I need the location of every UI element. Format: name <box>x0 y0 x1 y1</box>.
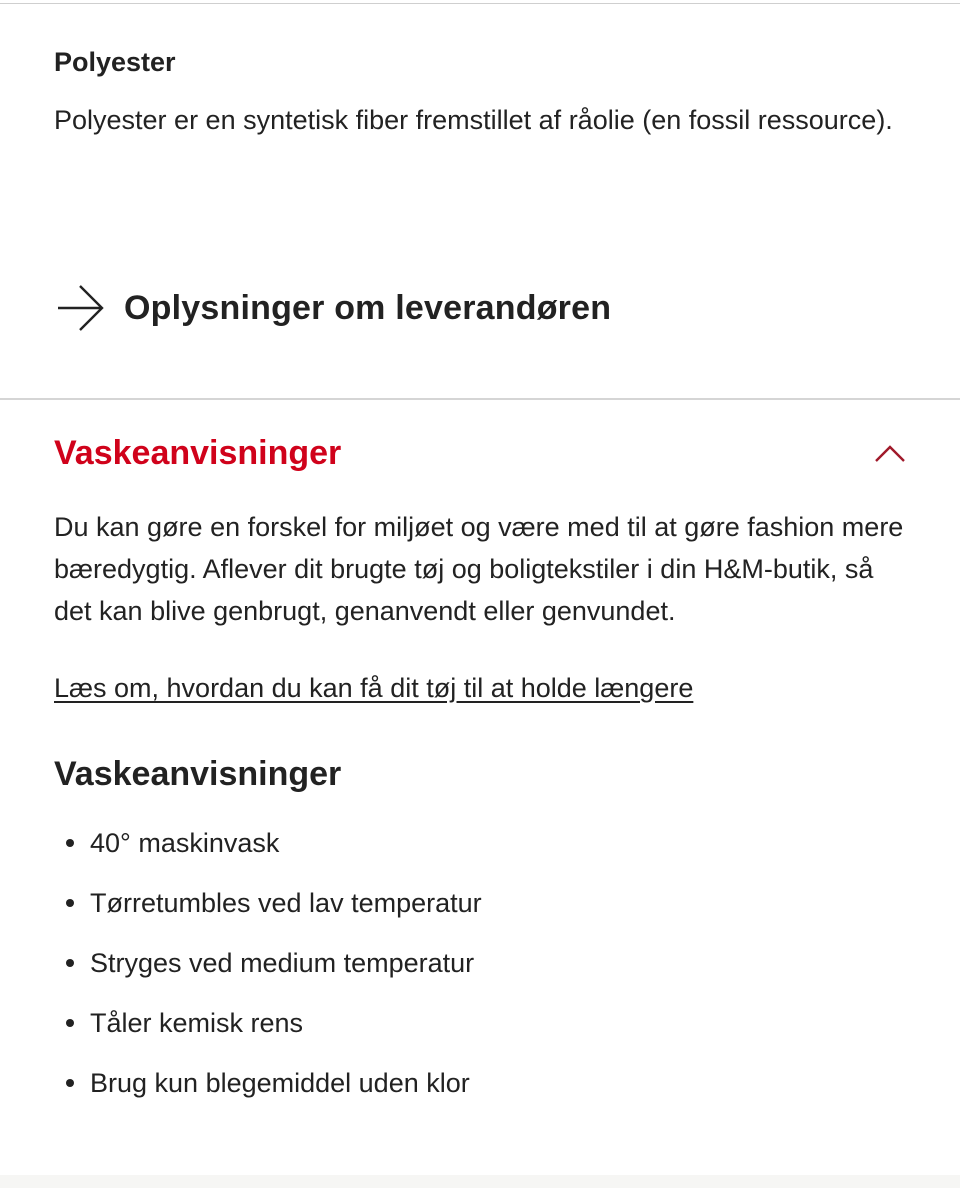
top-divider <box>0 3 960 4</box>
bullet-icon <box>66 959 74 967</box>
bullet-icon <box>66 1019 74 1027</box>
section-divider <box>0 398 960 400</box>
accordion-header-care[interactable] <box>54 428 908 478</box>
care-item: Stryges ved medium temperatur <box>54 933 914 993</box>
care-item: Tørretumbles ved lav temperatur <box>54 873 914 933</box>
bullet-icon <box>66 899 74 907</box>
material-description: Polyester er en syntetisk fiber fremstillet af råolie (en fossil ressource). <box>54 105 893 135</box>
care-item: Brug kun blegemiddel uden klor <box>54 1053 914 1113</box>
material-title: Polyester <box>54 47 176 77</box>
care-instructions-title: Vaskeanvisninger <box>54 755 342 793</box>
arrow-right-icon <box>54 282 106 334</box>
care-item: 40° maskinvask <box>54 813 914 873</box>
material-section <box>54 40 914 141</box>
garment-care-link[interactable]: Læs om, hvordan du kan få dit tøj til at holde længere <box>54 673 694 703</box>
footer-strip <box>0 1175 960 1188</box>
accordion-body <box>54 506 914 1113</box>
supplier-info-link[interactable] <box>54 282 611 334</box>
accordion-title: Vaskeanvisninger <box>54 433 342 472</box>
bullet-icon <box>66 1079 74 1087</box>
bullet-icon <box>66 839 74 847</box>
care-instructions-list <box>54 813 914 1113</box>
care-item: Tåler kemisk rens <box>54 993 914 1053</box>
recycle-info-text: Du kan gøre en forskel for miljøet og være med til at gøre fashion mere bæredygtig. Aflever dit brugte tøj og boligtekstiler i din H&M-butik, så det kan blive genbrugt, genanvendt eller genvundet. <box>54 512 904 626</box>
supplier-info-label: Oplysninger om leverandøren <box>124 288 612 327</box>
chevron-up-icon[interactable] <box>872 441 908 465</box>
